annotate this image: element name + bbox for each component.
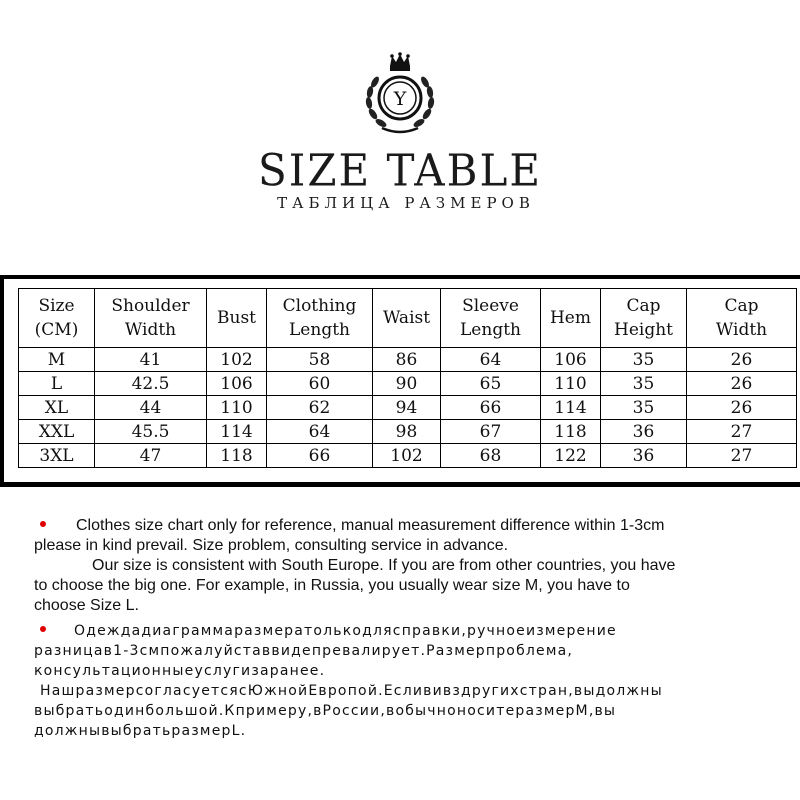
crest-icon (358, 52, 442, 138)
cell-size: L (19, 372, 95, 396)
cell: 106 (207, 372, 267, 396)
cell: 110 (207, 396, 267, 420)
cell: 62 (267, 396, 373, 420)
note-line: НашразмерсогласуетсясЮжнойЕвропой.Еслививздругихстран,выдолжны (40, 683, 663, 699)
table-row (19, 396, 797, 420)
cell: 110 (541, 372, 601, 396)
header-clothing-length: Clothing Length (267, 289, 373, 348)
cell: 35 (601, 372, 687, 396)
cell-size: XXL (19, 420, 95, 444)
cell: 26 (687, 396, 797, 420)
header-cap-width: Cap Width (687, 289, 797, 348)
cell: 64 (441, 348, 541, 372)
brand-logo (358, 52, 442, 138)
cell: 94 (373, 396, 441, 420)
cell: 42.5 (95, 372, 207, 396)
page-subtitle: ТАБЛИЦА РАЗМЕРОВ (277, 194, 535, 212)
cell: 102 (207, 348, 267, 372)
cell: 66 (267, 444, 373, 468)
russian-notes (34, 621, 794, 741)
page-title: SIZE TABLE (257, 144, 543, 197)
cell: 27 (687, 444, 797, 468)
table-row (19, 348, 797, 372)
header-hem: Hem (541, 289, 601, 348)
header-sleeve-length: Sleeve Length (441, 289, 541, 348)
cell: 65 (441, 372, 541, 396)
cell: 68 (441, 444, 541, 468)
cell: 106 (541, 348, 601, 372)
header-bust: Bust (207, 289, 267, 348)
cell: 41 (95, 348, 207, 372)
cell-size: M (19, 348, 95, 372)
note-line: выбратьодинбольшой.Кпримеру,вРоссии,вобычноноситеразмерМ,вы (34, 703, 617, 719)
note-line: консультационныеуслугизаранее. (34, 663, 326, 679)
cell: 90 (373, 372, 441, 396)
table-row (19, 420, 797, 444)
header-waist: Waist (373, 289, 441, 348)
cell: 98 (373, 420, 441, 444)
cell: 118 (207, 444, 267, 468)
note-line: please in kind prevail. Size problem, consulting service in advance. (34, 537, 509, 554)
cell: 36 (601, 420, 687, 444)
cell: 36 (601, 444, 687, 468)
note-line: to choose the big one. For example, in Russia, you usually wear size M, you have to (34, 577, 630, 594)
note-line: choose Size L. (34, 597, 139, 614)
cell: 86 (373, 348, 441, 372)
cell: 64 (267, 420, 373, 444)
note-line: Одеждадиаграммаразмератолькодляcправки,ручноеизмерение (74, 623, 617, 639)
cell: 44 (95, 396, 207, 420)
bullet-icon (40, 521, 46, 527)
cell: 102 (373, 444, 441, 468)
cell-size: 3XL (19, 444, 95, 468)
cell: 47 (95, 444, 207, 468)
cell: 67 (441, 420, 541, 444)
note-line: должнывыбратьразмерL. (34, 723, 247, 739)
english-notes (34, 516, 794, 616)
cell: 58 (267, 348, 373, 372)
cell: 35 (601, 396, 687, 420)
bullet-icon (40, 626, 46, 632)
header-size: Size (CM) (19, 289, 95, 348)
cell: 27 (687, 420, 797, 444)
cell-size: XL (19, 396, 95, 420)
table-row (19, 372, 797, 396)
header-shoulder-width: Shoulder Width (95, 289, 207, 348)
cell: 114 (541, 396, 601, 420)
cell: 26 (687, 348, 797, 372)
cell: 118 (541, 420, 601, 444)
cell: 122 (541, 444, 601, 468)
note-line: разницав1-3смпожалуйставвидепревалирует.Размерпроблема, (34, 643, 574, 659)
cell: 35 (601, 348, 687, 372)
header-cap-height: Cap Height (601, 289, 687, 348)
table-header-row (19, 289, 797, 348)
cell: 114 (207, 420, 267, 444)
note-line: Clothes size chart only for reference, manual measurement difference within 1-3cm (76, 517, 665, 534)
cell: 26 (687, 372, 797, 396)
logo-letter: Y (393, 88, 407, 110)
table-row (19, 444, 797, 468)
cell: 60 (267, 372, 373, 396)
size-table (18, 288, 797, 468)
note-line: Our size is consistent with South Europe. If you are from other countries, you have (92, 557, 676, 574)
cell: 66 (441, 396, 541, 420)
cell: 45.5 (95, 420, 207, 444)
